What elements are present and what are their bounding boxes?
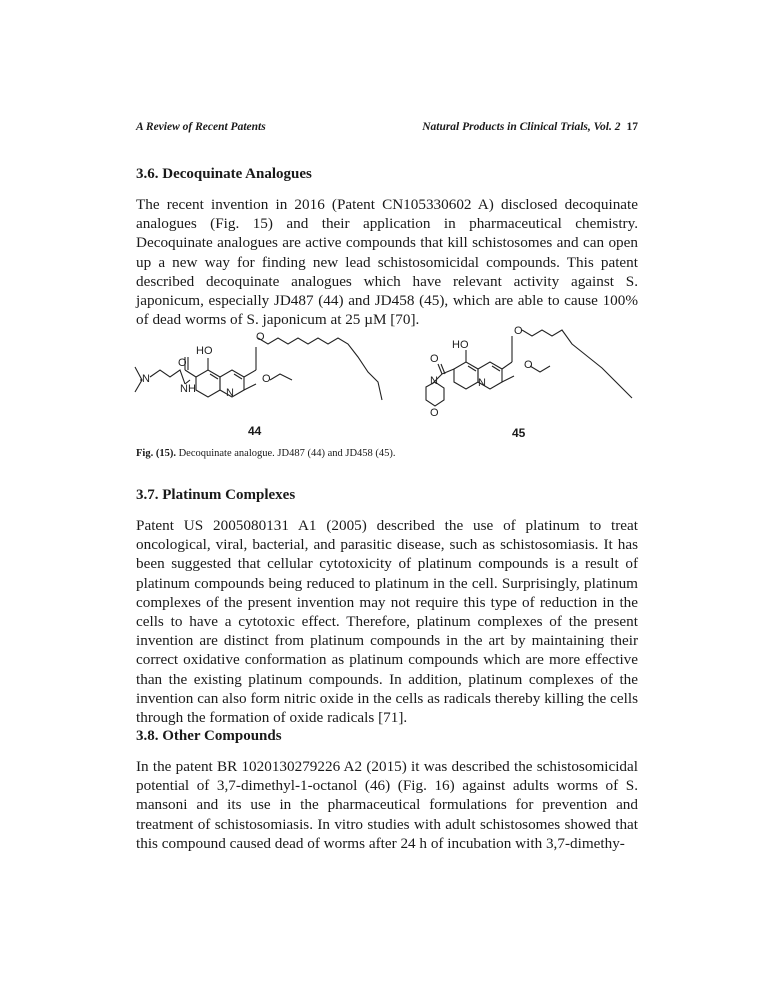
atom-label: HO [452,339,469,351]
compound-label-45: 45 [512,426,526,440]
para-line: Patent US 2005080131 A1 (2005) described the use of platinum to treat [136,517,638,534]
para-line: been suggested that cellular cytotoxicity of platinum compounds is a result of [136,555,638,573]
para-line: this compound caused dead of worms after 24 h of incubation with 3,7-dimethy- [136,834,625,852]
atom-label: NH [180,383,196,395]
para-line: Decoquinate analogues are active compounds that kill schistosomes and can open [136,234,638,252]
page-number: 17 [626,121,638,133]
atom-label: HO [196,345,213,357]
journal-title: Natural Products in Clinical Trials, Vol. 2 [422,121,621,133]
atom-label: N [142,373,150,385]
atom-label: O [430,353,439,365]
figure-15-structures [130,322,645,440]
para-line: correct oxidative conformation as platinum compounds which are more effective [136,651,638,669]
para-line: The recent invention in 2016 (Patent CN105330602 A) disclosed decoquinate [136,196,638,213]
para-line: analogues (Fig. 15) and their application in pharmaceutical chemistry. [136,215,638,233]
para-line: invention are distinct from platinum compounds in the art by maintaining their [136,632,638,650]
paragraph-3-7 [136,516,638,727]
atom-label: O [178,357,187,369]
para-line: up a new way for finding new lead schistosomicidal compounds. This patent [136,253,638,271]
atom-label: O [524,359,533,371]
para-line: than the existing platinum compounds. In addition, platinum complexes of the [136,670,638,688]
compound-label-44: 44 [248,424,262,438]
caption-text: Decoquinate analogue. JD487 (44) and JD458 (45). [178,448,396,459]
header-right [422,121,638,133]
caption-prefix: Fig. (15). [136,448,176,459]
para-line: platinum compounds being reduced to platinum in the cell. Surprisingly, platinum [136,574,638,592]
para-line: of dead worms of S. japonicum at 25 µM [70]. [136,311,420,329]
atom-label: N [478,377,486,389]
atom-label: O [262,373,271,385]
atom-label: N [430,375,438,387]
header-left: A Review of Recent Patents [136,121,266,133]
section-heading-3-7: 3.7. Platinum Complexes [136,487,296,503]
para-line: cells to have a cytotoxic effect. Therefore, platinum complexes of the present [136,612,638,630]
figure-caption [136,448,396,459]
atom-label: N [226,387,234,399]
para-line: described decoquinate analogues which have relevant activity against S. [136,272,638,290]
section-heading-3-6: 3.6. Decoquinate Analogues [136,166,312,182]
para-line: mansoni and its use in the pharmaceutical formulations for prevention and [136,796,638,814]
para-line: oncological, viral, bacterial, and parasitic disease, such as schistosomiasis. It has [136,536,638,554]
para-line: treatment of schistosomiasis. In vitro studies with adult schistosomes showed that [136,815,638,833]
para-line: invention can also form nitric oxide in the cells as radicals thereby killing the cells [136,689,638,707]
running-header [136,121,638,139]
atom-label: O [430,407,439,419]
atom-label: O [256,331,265,343]
section-heading-3-8: 3.8. Other Compounds [136,728,282,744]
para-line: japonicum, especially JD487 (44) and JD458 (45), which are able to cause 100% [136,291,638,309]
chemical-structures-image [130,322,645,440]
para-line: complexes of the present invention may not require this type of reduction in the [136,593,638,611]
atom-label: O [514,325,523,337]
paragraph-3-8 [136,757,638,853]
para-line: In the patent BR 1020130279226 A2 (2015) it was described the schistosomicidal [136,758,638,775]
para-line: through the formation of oxide radicals [71]. [136,708,408,726]
paragraph-3-6 [136,195,638,329]
para-line: potential of 3,7-dimethyl-1-octanol (46) (Fig. 16) against adults worms of S. [136,777,638,795]
